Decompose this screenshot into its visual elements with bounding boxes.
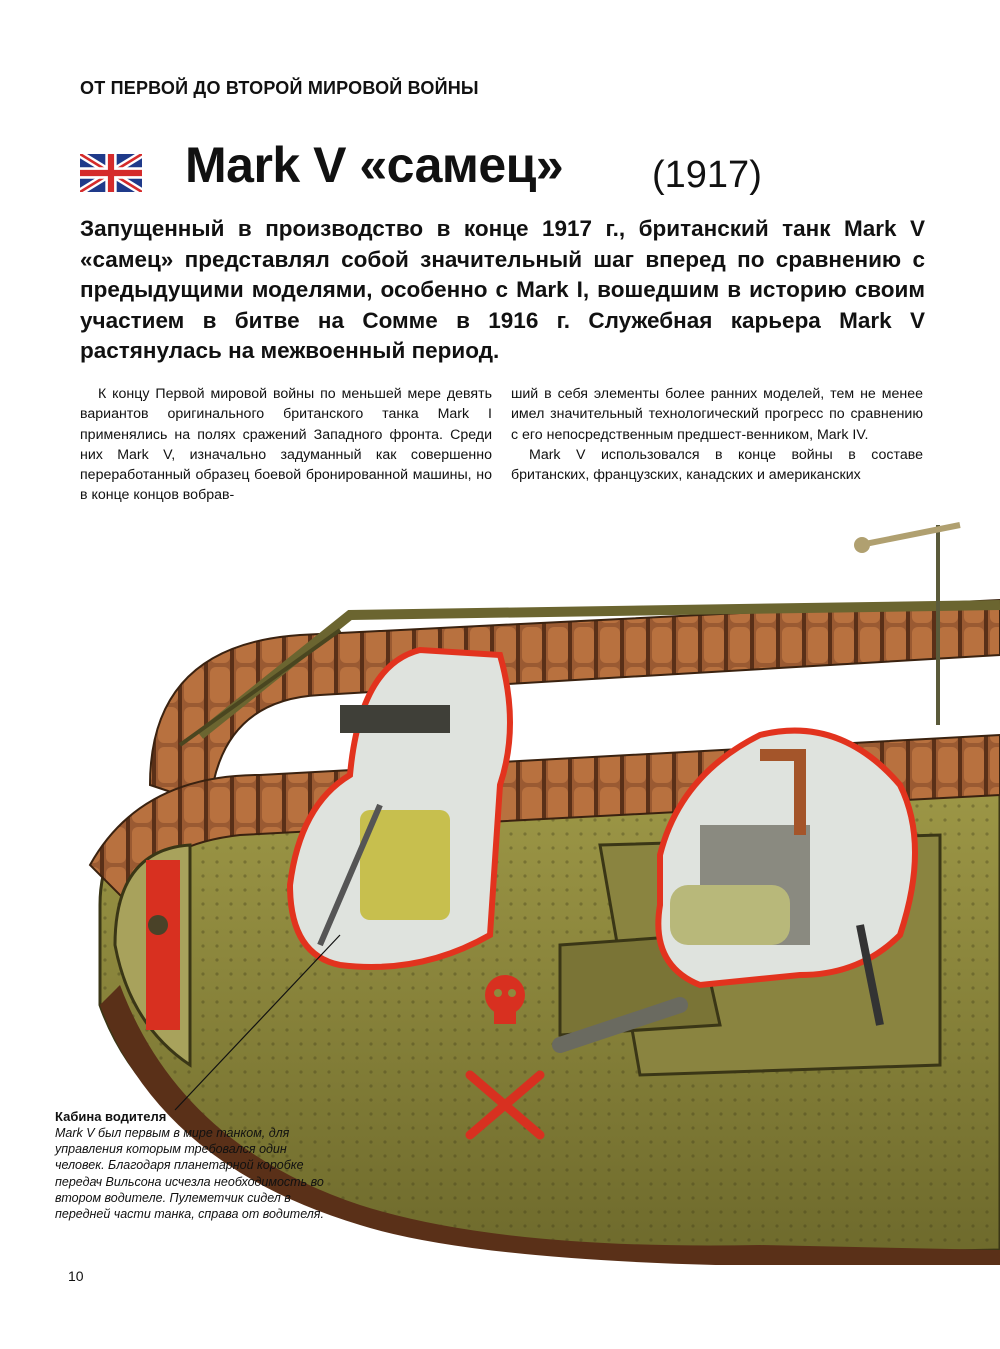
body-column-right bbox=[511, 384, 923, 485]
body-paragraph: Mark V использовался в конце войны в составе британских, французских, канадских и американских bbox=[511, 446, 923, 484]
callout-text: Mark V был первым в мире танком, для управления которым требовался один человек. Благодаря планетарной коробке передач Вильсона исчезла необходимость во втором водителе. Пулеметчик сидел в передней части танка, справа от водителя. bbox=[55, 1126, 324, 1222]
callout-driver-cabin bbox=[55, 1108, 325, 1222]
body-paragraph: ший в себя элементы более ранних моделей, тем не менее имел значительный технологический прогресс по сравнению с его непосредственным предшест-венником, Mark IV. bbox=[511, 386, 923, 443]
body-paragraph: К концу Первой мировой войны по меньшей мере девять вариантов оригинального британского танка Mark I применялись на полях сражений Западного фронта. Среди них Mark V, изначально задуманный как совершенно переработанный образец боевой бронированной машины, но в конце концов вобрав- bbox=[80, 386, 492, 504]
body-column-left bbox=[80, 384, 492, 506]
section-header: ОТ ПЕРВОЙ ДО ВТОРОЙ МИРОВОЙ ВОЙНЫ bbox=[80, 78, 479, 98]
union-jack-flag-icon bbox=[80, 154, 142, 192]
lead-paragraph: Запущенный в производство в конце 1917 г., британский танк Mark V «самец» представлял собой значительный шаг вперед по сравнению с предыдущими моделями, особенно с Mark I, вошедшим в историю своим участием в битве на Сомме в 1916 г. Служебная карьера Mark V растянулась на межвоенный период. bbox=[80, 216, 925, 363]
callout-title: Кабина водителя bbox=[55, 1109, 167, 1124]
title-year: (1917) bbox=[652, 154, 762, 196]
page-title: Mark V «самец» bbox=[185, 137, 564, 193]
page-number: 10 bbox=[68, 1268, 84, 1284]
